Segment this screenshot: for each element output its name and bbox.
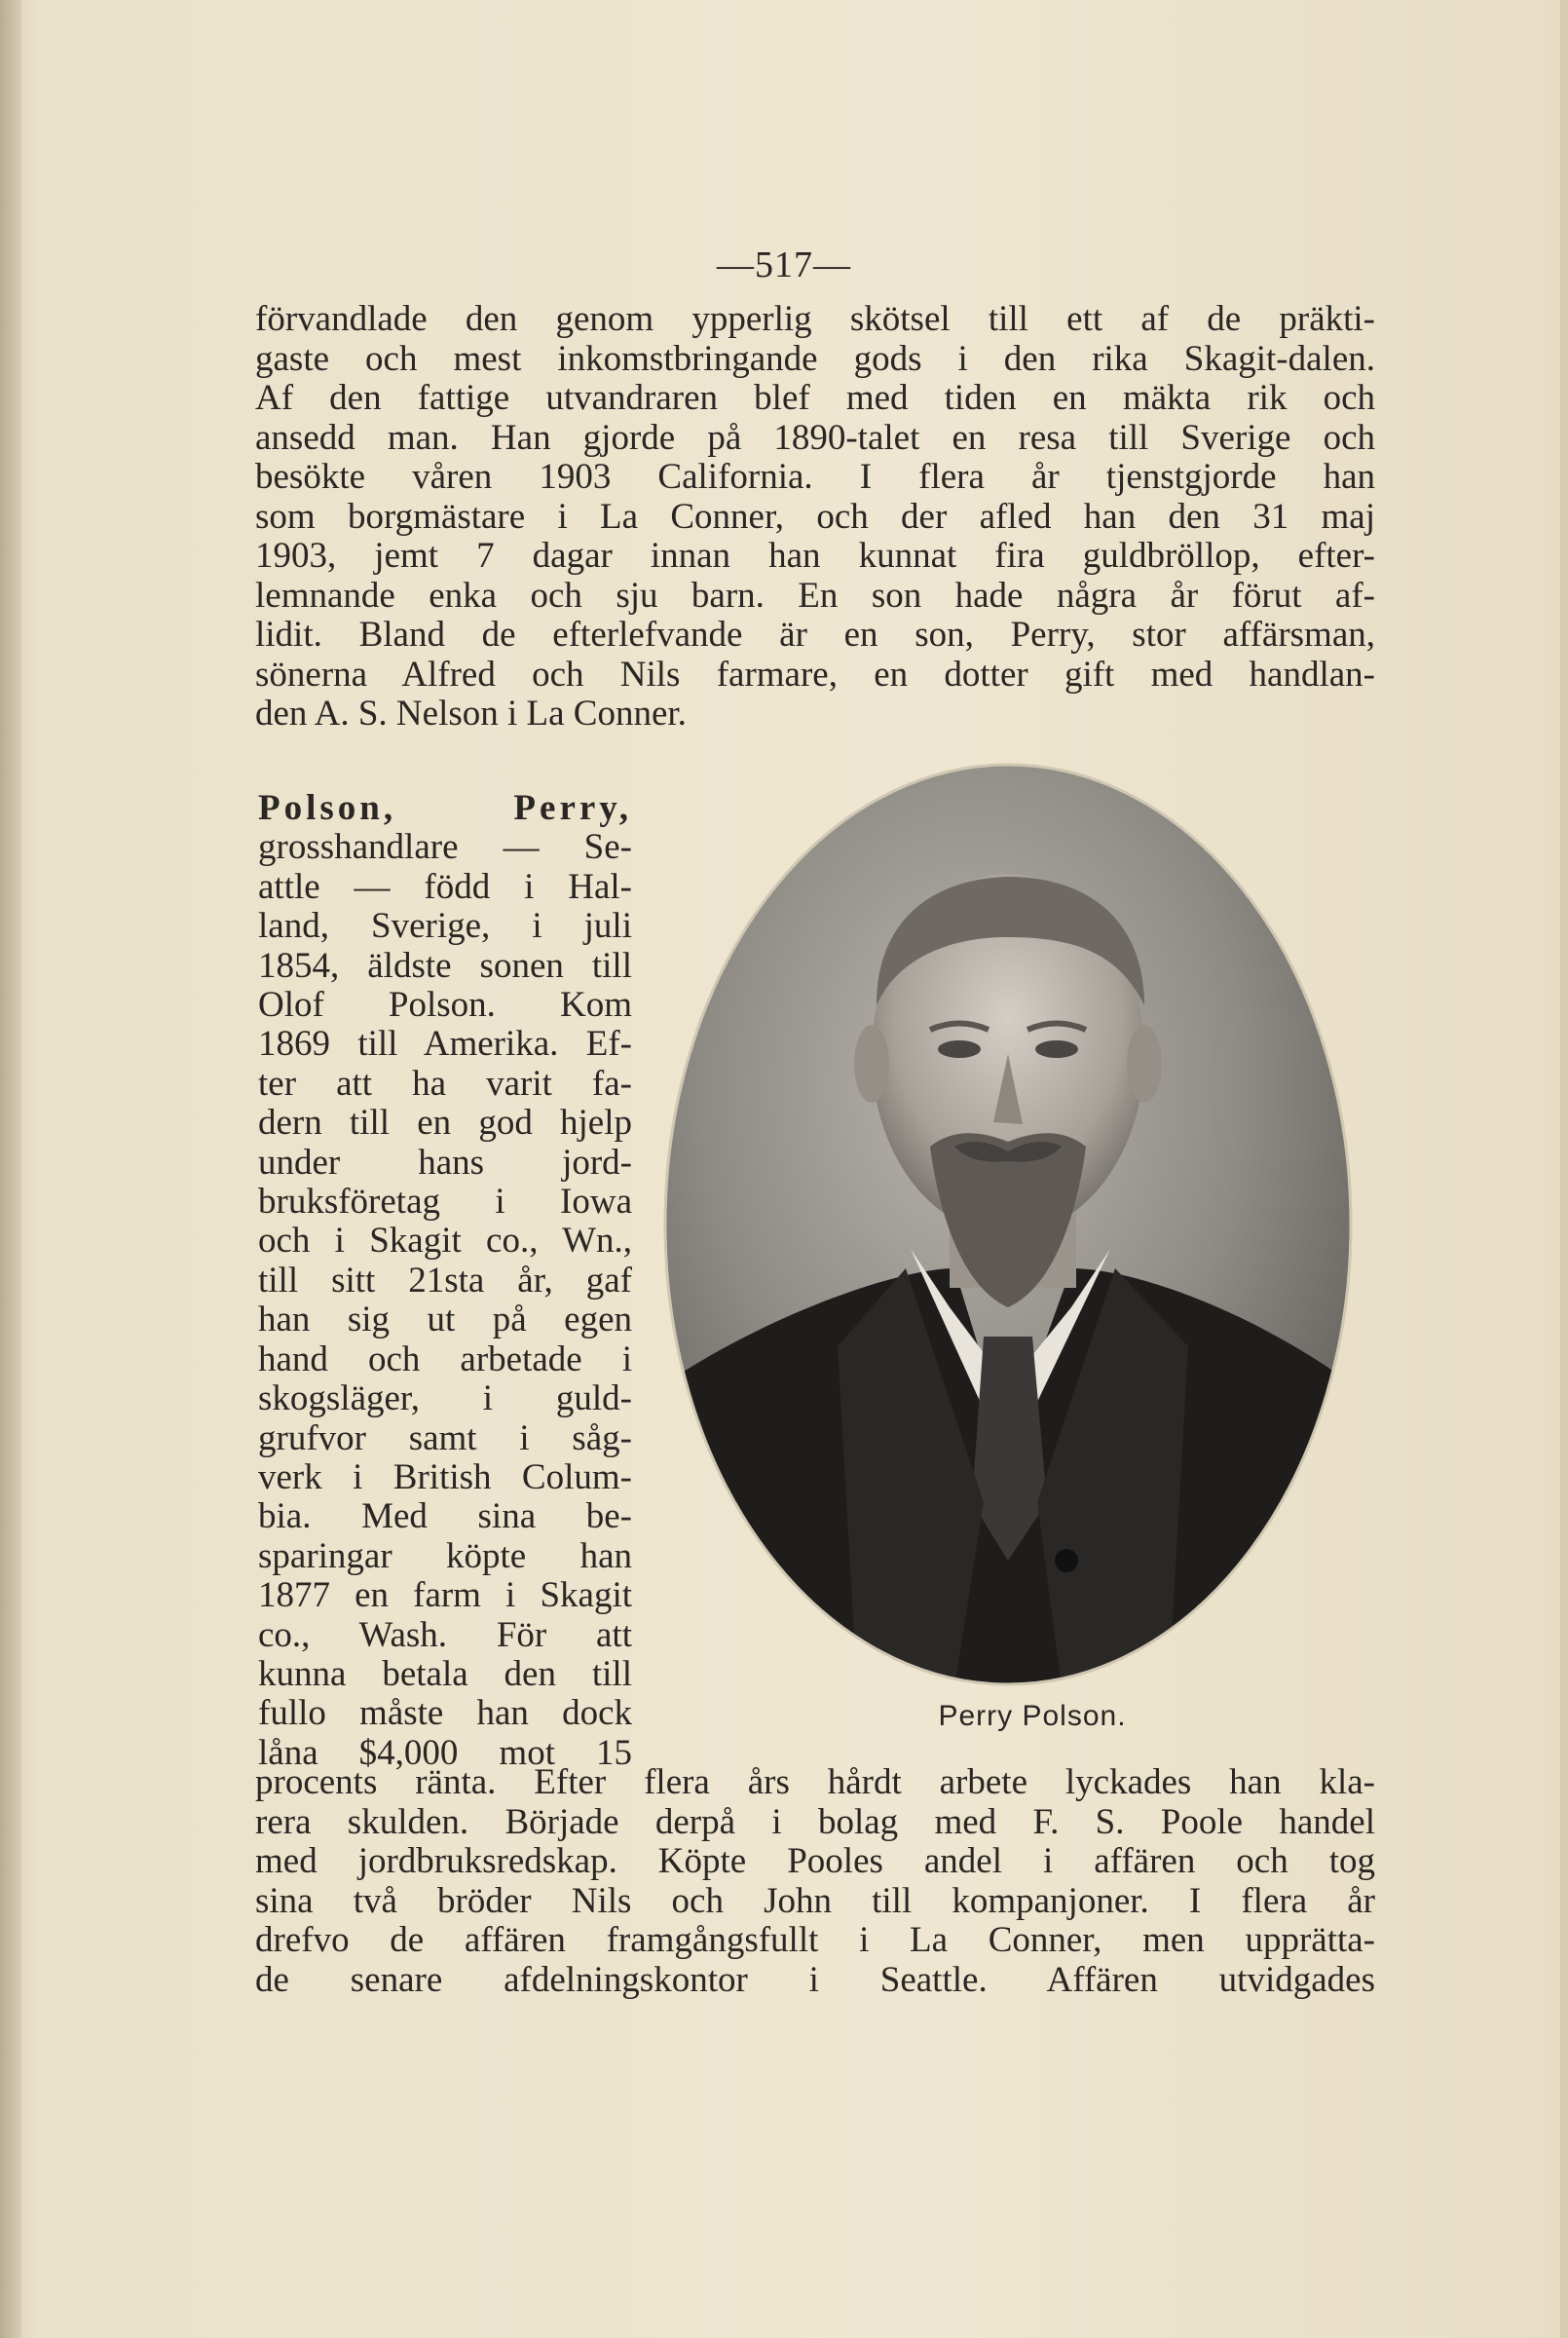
entry-text-line: land, Sverige, i juli <box>258 906 632 947</box>
text-line: rera skulden. Började derpå i bolag med F. S. Poole handel <box>255 1801 1375 1842</box>
entry-text-line: 1869 till Amerika. Ef- <box>258 1024 632 1065</box>
entry-text-line: fullo måste han dock <box>258 1693 632 1734</box>
text-line: lidit. Bland de efterlefvande är en son, Perry, stor affärsman, <box>255 615 1375 655</box>
entry-text-line: och i Skagit co., Wn., <box>258 1221 632 1262</box>
photo-caption: Perry Polson. <box>938 1700 1127 1732</box>
entry-text-line: hand och arbetade i <box>258 1339 632 1379</box>
entry-text-line: till sitt 21sta år, gaf <box>258 1260 632 1301</box>
entry-text-line: bia. Med sina be- <box>258 1496 632 1537</box>
text-line: sönerna Alfred och Nils farmare, en dotter gift med handlan- <box>255 654 1375 695</box>
text-line: de senare afdelningskontor i Seattle. Affären utvidgades <box>255 1959 1375 2000</box>
entry-text-line: sparingar köpte han <box>258 1535 632 1576</box>
text-line: lemnande enka och sju barn. En son hade några år förut af- <box>255 575 1375 616</box>
top-paragraph <box>255 300 1375 735</box>
text-line: den A. S. Nelson i La Conner. <box>255 694 687 734</box>
bottom-paragraph <box>255 1763 1375 2000</box>
entry-text-line: skogsläger, i guld- <box>258 1378 632 1419</box>
page-number: —517— <box>717 245 851 285</box>
text-line: besökte våren 1903 California. I flera år tjenstgjorde han <box>255 457 1375 497</box>
entry-text-line: grufvor samt i såg- <box>258 1417 632 1458</box>
entry-text-line: 1877 en farm i Skagit <box>258 1575 632 1616</box>
entry-text-line: 1854, äldste sonen till <box>258 945 632 986</box>
entry-text-line: verk i British Colum- <box>258 1456 632 1497</box>
text-line: procents ränta. Efter flera års hårdt arbete lyckades han kla- <box>255 1762 1375 1802</box>
text-line: gaste och mest inkomstbringande gods i den rika Skagit-dalen. <box>255 338 1375 379</box>
text-line: med jordbruksredskap. Köpte Pooles andel i affären och tog <box>255 1841 1375 1881</box>
entry-text-line: under hans jord- <box>258 1142 632 1183</box>
page-edge <box>1560 0 1568 2338</box>
text-line: ansedd man. Han gjorde på 1890-talet en resa till Sverige och <box>255 417 1375 458</box>
text-line: sina två bröder Nils och John till kompanjoner. I flera år <box>255 1880 1375 1921</box>
page-gutter <box>0 0 21 2338</box>
text-line: drefvo de affären framgångsfullt i La Conner, men upprätta- <box>255 1920 1375 1960</box>
entry-text-line: bruksföretag i Iowa <box>258 1182 632 1223</box>
entry-column <box>258 789 632 1773</box>
entry-text-line: grosshandlare — Se- <box>258 827 632 868</box>
entry-text-line: låna $4,000 mot 15 <box>258 1732 632 1773</box>
text-line: 1903, jemt 7 dagar innan han kunnat fira guldbröllop, efter- <box>255 536 1375 576</box>
text-line: Af den fattige utvandraren blef med tiden en mäkta rik och <box>255 378 1375 418</box>
text-line: förvandlade den genom ypperlig skötsel till ett af de präkti- <box>255 299 1375 339</box>
entry-text-line: dern till en god hjelp <box>258 1103 632 1144</box>
entry-heading: Polson, Perry, <box>258 788 632 828</box>
entry-text-line: co., Wash. För att <box>258 1614 632 1655</box>
entry-text-line: Olof Polson. Kom <box>258 985 632 1026</box>
entry-text-line: ter att ha varit fa- <box>258 1063 632 1104</box>
entry-text-line: han sig ut på egen <box>258 1300 632 1340</box>
entry-text-line: kunna betala den till <box>258 1653 632 1694</box>
text-line: som borgmästare i La Conner, och der afled han den 31 maj <box>255 496 1375 537</box>
portrait-photo <box>662 762 1354 1687</box>
entry-text <box>258 828 632 1773</box>
entry-text-line: attle — född i Hal- <box>258 866 632 907</box>
